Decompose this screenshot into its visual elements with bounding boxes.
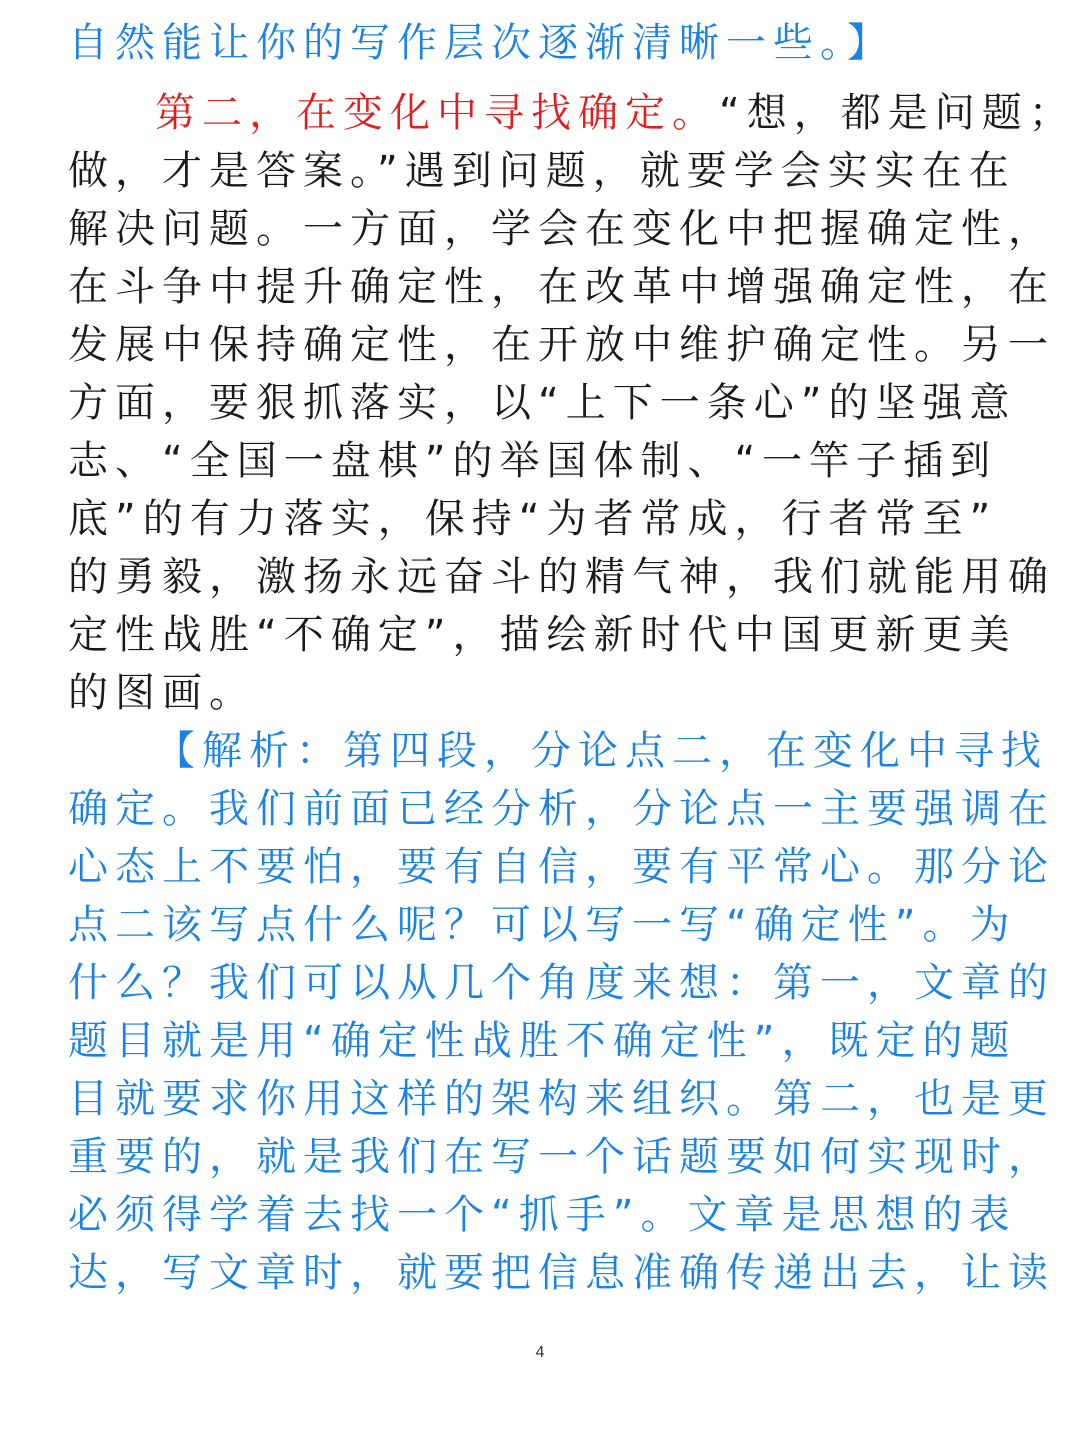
text-line-5: 在斗争中提升确定性，在改革中增强确定性，在 — [68, 264, 1055, 310]
analysis-line-10: 达，写文章时，就要把信息准确传递出去，让读 — [68, 1250, 1055, 1296]
text-line-8: 志、“全国一盘棋”的举国体制、“一竿子插到 — [68, 438, 998, 484]
section-heading: 第二，在变化中寻找确定。 — [155, 90, 719, 136]
analysis-line-5: 什么？我们可以从几个角度来想：第一，文章的 — [68, 960, 1055, 1006]
analysis-line-2: 确定。我们前面已经分析，分论点一主要强调在 — [68, 786, 1055, 832]
analysis-line-4: 点二该写点什么呢？可以写一写“确定性”。为 — [68, 902, 1017, 948]
analysis-line-6: 题目就是用“确定性战胜不确定性”，既定的题 — [68, 1018, 1017, 1064]
text-line-4: 解决问题。一方面，学会在变化中把握确定性， — [68, 206, 1055, 252]
text-line-1: 自然能让你的写作层次逐渐清晰一些。】 — [68, 20, 894, 66]
text-line-3: 做，才是答案。”遇到问题，就要学会实实在在 — [68, 148, 1016, 194]
text-line-2 — [155, 84, 1076, 142]
quote-start: “想，都是问题； — [719, 90, 1076, 136]
analysis-line-1: 【解析：第四段，分论点二，在变化中寻找 — [155, 728, 1048, 774]
text-line-12: 的图画。 — [68, 670, 256, 716]
text-line-7: 方面，要狠抓落实，以“上下一条心”的坚强意 — [68, 380, 1017, 426]
text-line-6: 发展中保持确定性，在开放中维护确定性。另一 — [68, 322, 1055, 368]
analysis-line-9: 必须得学着去找一个“抓手”。文章是思想的表 — [68, 1192, 1017, 1238]
analysis-line-7: 目就要求你用这样的架构来组织。第二，也是更 — [68, 1076, 1055, 1122]
analysis-line-3: 心态上不要怕，要有自信，要有平常心。那分论 — [68, 844, 1055, 890]
text-line-10: 的勇毅，激扬永远奋斗的精气神，我们就能用确 — [68, 554, 1055, 600]
text-line-11: 定性战胜“不确定”，描绘新时代中国更新更美 — [68, 612, 1017, 658]
page-number: 4 — [535, 1344, 545, 1361]
analysis-line-8: 重要的，就是我们在写一个话题要如何实现时， — [68, 1134, 1055, 1180]
text-line-9: 底”的有力落实，保持“为者常成，行者常至” — [68, 496, 998, 542]
